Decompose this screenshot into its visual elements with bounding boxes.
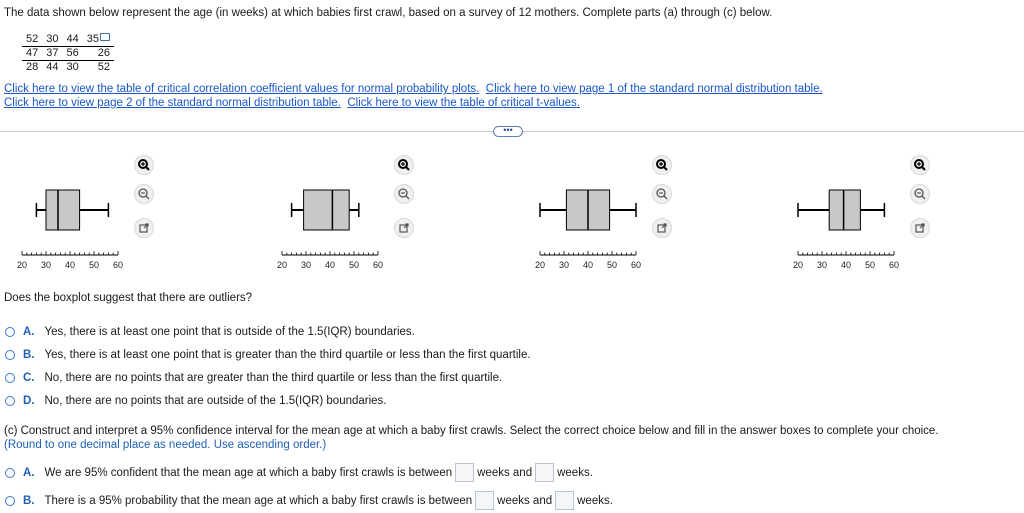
outlier-question: Does the boxplot suggest that there are outliers? <box>4 292 253 304</box>
zoom-out-icon[interactable] <box>134 184 154 204</box>
ci-option-b[interactable] <box>5 491 613 510</box>
tick-label: 20 <box>792 260 804 270</box>
option-b[interactable] <box>5 349 531 361</box>
tick-label: 60 <box>372 260 384 270</box>
data-cell: 52 <box>97 61 110 73</box>
more-button[interactable]: ••• <box>493 126 523 137</box>
iqr-box <box>304 190 350 230</box>
data-cell: 30 <box>66 61 79 73</box>
critical-t-link[interactable]: Click here to view the table of critical t-values. <box>347 97 580 109</box>
popout-icon[interactable] <box>394 218 414 238</box>
radio-button[interactable] <box>5 496 15 506</box>
option-letter: B. <box>23 349 35 361</box>
iqr-box <box>46 190 80 230</box>
option-letter: A. <box>23 326 35 338</box>
normal-table-page2-link[interactable]: Click here to view page 2 of the standard normal distribution table. <box>4 97 341 109</box>
option-text: weeks. <box>577 494 613 507</box>
option-letter: B. <box>23 494 35 507</box>
lower-bound-input[interactable] <box>455 463 474 482</box>
tick-label: 30 <box>40 260 52 270</box>
data-cell: 47 <box>22 47 42 61</box>
zoom-in-icon[interactable] <box>910 155 930 175</box>
tick-label: 50 <box>864 260 876 270</box>
critical-corr-link[interactable]: Click here to view the table of critical correlation coefficient values for normal probability plots. <box>4 83 480 95</box>
tick-label: 40 <box>64 260 76 270</box>
iqr-box <box>829 190 860 230</box>
popout-icon[interactable] <box>134 218 154 238</box>
copy-data-icon[interactable] <box>100 33 110 41</box>
zoom-out-icon[interactable] <box>910 184 930 204</box>
option-text: weeks and <box>497 494 553 507</box>
zoom-in-icon[interactable] <box>134 155 154 175</box>
tick-label: 40 <box>582 260 594 270</box>
upper-bound-input[interactable] <box>555 491 574 510</box>
option-a[interactable] <box>5 326 415 338</box>
data-cell: 52 <box>22 33 42 47</box>
tick-label: 60 <box>112 260 124 270</box>
data-cell: 37 <box>42 47 62 61</box>
zoom-in-icon[interactable] <box>652 155 672 175</box>
radio-button[interactable] <box>5 327 15 337</box>
tick-label: 50 <box>348 260 360 270</box>
popout-icon[interactable] <box>652 218 672 238</box>
tick-label: 50 <box>606 260 618 270</box>
tick-label: 30 <box>816 260 828 270</box>
option-letter: D. <box>23 395 35 407</box>
option-c[interactable] <box>5 372 502 384</box>
option-text: weeks. <box>557 466 593 479</box>
lower-bound-input[interactable] <box>475 491 494 510</box>
option-text: No, there are no points that are greater than the third quartile or less than the first quartile. <box>44 372 503 384</box>
part-c-note: (Round to one decimal place as needed. Use ascending order.) <box>4 439 327 451</box>
ci-option-a[interactable] <box>5 463 593 482</box>
data-cell: 44 <box>46 61 59 73</box>
data-table <box>22 33 114 74</box>
normal-table-page1-link[interactable]: Click here to view page 1 of the standard normal distribution table. <box>485 83 823 95</box>
option-text: No, there are no points that are outside of the 1.5(IQR) boundaries. <box>44 395 387 407</box>
option-text: Yes, there is at least one point that is outside of the 1.5(IQR) boundaries. <box>44 326 415 338</box>
radio-button[interactable] <box>5 350 15 360</box>
option-text: We are 95% confident that the mean age at which a baby first crawls is between <box>44 466 453 479</box>
tick-label: 40 <box>324 260 336 270</box>
tick-label: 40 <box>840 260 852 270</box>
tick-label: 60 <box>630 260 642 270</box>
data-cell: 26 <box>83 47 114 61</box>
option-text: Yes, there is at least one point that is greater than the third quartile or less than the first quartile. <box>44 349 531 361</box>
data-cell: 30 <box>42 33 62 47</box>
tick-label: 20 <box>16 260 28 270</box>
option-text: There is a 95% probability that the mean age at which a baby first crawls is between <box>44 494 473 507</box>
upper-bound-input[interactable] <box>535 463 554 482</box>
tick-label: 20 <box>276 260 288 270</box>
option-letter: A. <box>23 466 35 479</box>
zoom-out-icon[interactable] <box>652 184 672 204</box>
tick-label: 60 <box>888 260 900 270</box>
radio-button[interactable] <box>5 396 15 406</box>
tick-label: 50 <box>88 260 100 270</box>
zoom-in-icon[interactable] <box>394 155 414 175</box>
tick-label: 30 <box>300 260 312 270</box>
option-letter: C. <box>23 372 35 384</box>
data-cell: 35 <box>83 33 114 47</box>
links-line-2 <box>4 93 580 111</box>
option-text: weeks and <box>477 466 533 479</box>
data-cell: 44 <box>63 33 83 47</box>
popout-icon[interactable] <box>910 218 930 238</box>
tick-label: 30 <box>558 260 570 270</box>
problem-intro: The data shown below represent the age (in weeks) at which babies first crawl, based on a survey of 12 mothers. Complete parts (a) through (c) below. <box>4 7 773 19</box>
tick-label: 20 <box>534 260 546 270</box>
zoom-out-icon[interactable] <box>394 184 414 204</box>
option-d[interactable] <box>5 395 387 407</box>
part-c-prompt: (c) Construct and interpret a 95% confidence interval for the mean age at which a baby first crawls. Select the correct choice below and fill in the answer boxes to complete your choice. <box>4 425 939 437</box>
data-cell: 56 <box>63 47 83 61</box>
radio-button[interactable] <box>5 468 15 478</box>
radio-button[interactable] <box>5 373 15 383</box>
data-cell: 28 <box>26 61 39 73</box>
